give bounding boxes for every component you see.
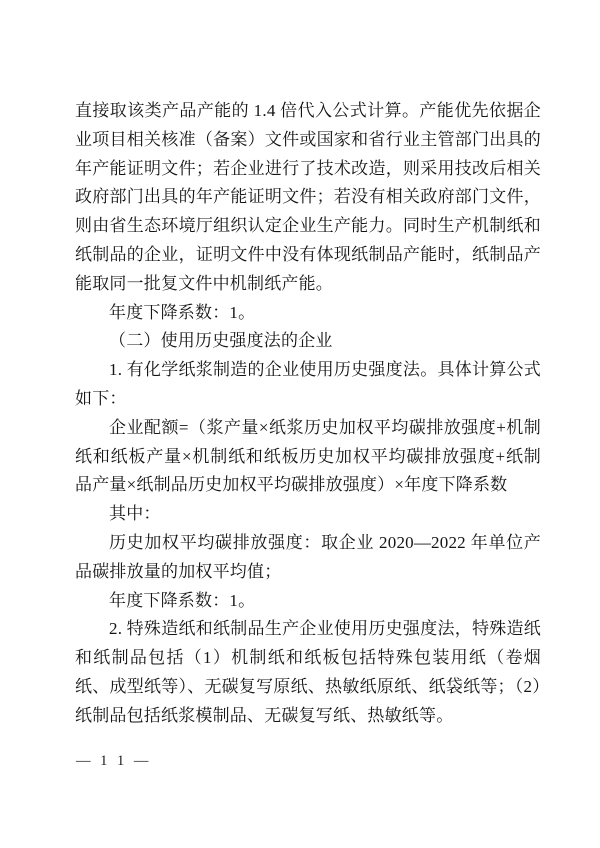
paragraph-wherein: 其中：	[109, 504, 161, 524]
paragraph-annual-decline-factor-2: 年度下降系数：1。	[109, 590, 256, 610]
paragraph-weighted-average-definition: 历史加权平均碳排放强度：取企业 2020—2022 年单位产品碳排放量的加权平均值；	[75, 532, 541, 581]
document-body	[75, 97, 541, 731]
paragraph-special-paper-products: 2. 特殊造纸和纸制品生产企业使用历史强度法，特殊造纸和纸制品包括（1）机制纸和纸板包括特殊包装用纸（卷烟纸、成型纸等）、无碳复写原纸、热敏纸原纸、纸袋纸等；（2）纸制品包括纸浆模制品、无碳复写纸、热敏纸等。	[75, 619, 541, 725]
page-number: — 1 1 —	[76, 753, 152, 769]
section-heading-historical-intensity: （二）使用历史强度法的企业	[109, 331, 333, 351]
paragraph-capacity-rule: 直接取该类产品产能的 1.4 倍代入公式计算。产能优先依据企业项目相关核准（备案）文件或国家和省行业主管部门出具的年产能证明文件；若企业进行了技术改造，则采用技改后相关政府部门出具的年产能证明文件；若没有相关政府部门文件，则由省生态环境厅组织认定企业生产能力。同时生产机制纸和纸制品的企业，证明文件中没有体现纸制品产能时，纸制品产能取同一批复文件中机制纸产能。	[75, 101, 541, 293]
paragraph-chemical-pulp-method: 1. 有化学纸浆制造的企业使用历史强度法。具体计算公式如下：	[75, 360, 541, 408]
paragraph-annual-decline-factor: 年度下降系数：1。	[109, 302, 256, 322]
paragraph-quota-formula: 企业配额=（浆产量×纸浆历史加权平均碳排放强度+机制纸和纸板产量×机制纸和纸板历史加权平均碳排放强度+纸制品产量×纸制品历史加权平均碳排放强度）×年度下降系数	[75, 417, 541, 495]
